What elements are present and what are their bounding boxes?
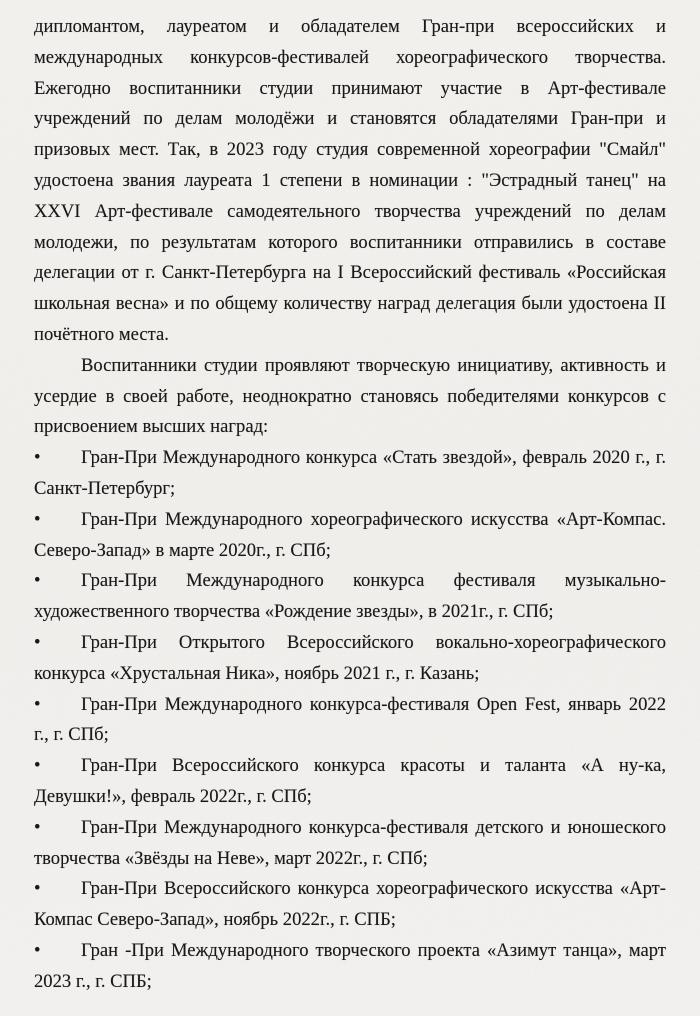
- award-list-item: [34, 690, 666, 752]
- award-list-item-text: Гран-При Международного конкурса-фестиваля Open Fest, январь 2022 г., г. СПб;: [34, 693, 666, 746]
- award-list-item-text: Гран-При Всероссийского конкурса хореографического искусства «Арт-Компас Северо-Запад», ноябрь 2022г., г. СПБ;: [34, 878, 666, 931]
- bullet-marker: •: [34, 447, 41, 469]
- award-list-item-text: Гран-При Международного конкурса-фестиваля детского и юношеского творчества «Звёзды на Неве», март 2022г., г. СПб;: [34, 816, 666, 869]
- bullet-marker: •: [34, 878, 41, 900]
- bullet-marker: •: [34, 631, 41, 653]
- award-list-item-text: Гран-При Международного конкурса «Стать звездой», февраль 2020 г., г. Санкт-Петербург;: [34, 447, 666, 499]
- bullet-marker: •: [34, 570, 41, 592]
- bullet-marker: •: [34, 508, 41, 530]
- award-list-item: [34, 751, 666, 813]
- award-list-item: [34, 936, 666, 998]
- award-list-item-text: Гран -При Международного творческого проекта «Азимут танца», март 2023 г., г. СПБ;: [34, 939, 666, 992]
- bullet-marker: •: [34, 939, 41, 961]
- document-text-block: [34, 12, 666, 998]
- award-list-item: [34, 874, 666, 936]
- award-list-item-text: Гран-При Всероссийского конкурса красоты и таланта «А ну-ка, Девушки!», февраль 2022г., г. СПб;: [34, 755, 666, 807]
- award-list-item-text: Гран-При Международного хореографического искусства «Арт-Компас. Северо-Запад» в марте 2020г., г. СПб;: [34, 508, 666, 561]
- paragraph-festival-achievements: дипломантом, лауреатом и обладателем Гран-при всероссийских и международных конкурсов-фестивалей хореографического творчества. Ежегодно воспитанники студии принимают участие в Арт-фестивале учреждений по делам молодёжи и становятся обладателями Гран-при и призовых мест. Так, в 2023 году студия современной хореографии "Смайл" удостоена звания лауреата 1 степени в номинации : "Эстрадный танец" на XXVI Арт-фестивале самодеятельного творчества учреждений по делам молодежи, по результатам которого воспитанники отправились в составе делегации от г. Санкт-Петербурга на I Всероссийский фестиваль «Российская школьная весна» и по общему количеству наград делегация были удостоена II почётного места.: [34, 16, 666, 345]
- bullet-marker: •: [34, 693, 41, 715]
- bullet-marker: •: [34, 755, 41, 777]
- award-list-item: [34, 505, 666, 567]
- award-list-item: [34, 566, 666, 628]
- award-list-item-text: Гран-При Международного конкурса фестиваля музыкально-художественного творчества «Рождение звезды», в 2021г., г. СПб;: [34, 570, 666, 623]
- bullet-marker: •: [34, 816, 41, 838]
- award-list-item-text: Гран-При Открытого Всероссийского вокально-хореографического конкурса «Хрустальная Ника», ноябрь 2021 г., г. Казань;: [34, 631, 666, 684]
- paragraph-pupils-initiative: Воспитанники студии проявляют творческую инициативу, активность и усердие в своей работе, неоднократно становясь победителями конкурсов с присвоением высших наград:: [34, 354, 666, 438]
- award-list-item: [34, 443, 666, 505]
- award-list-item: [34, 813, 666, 875]
- award-list-item: [34, 628, 666, 690]
